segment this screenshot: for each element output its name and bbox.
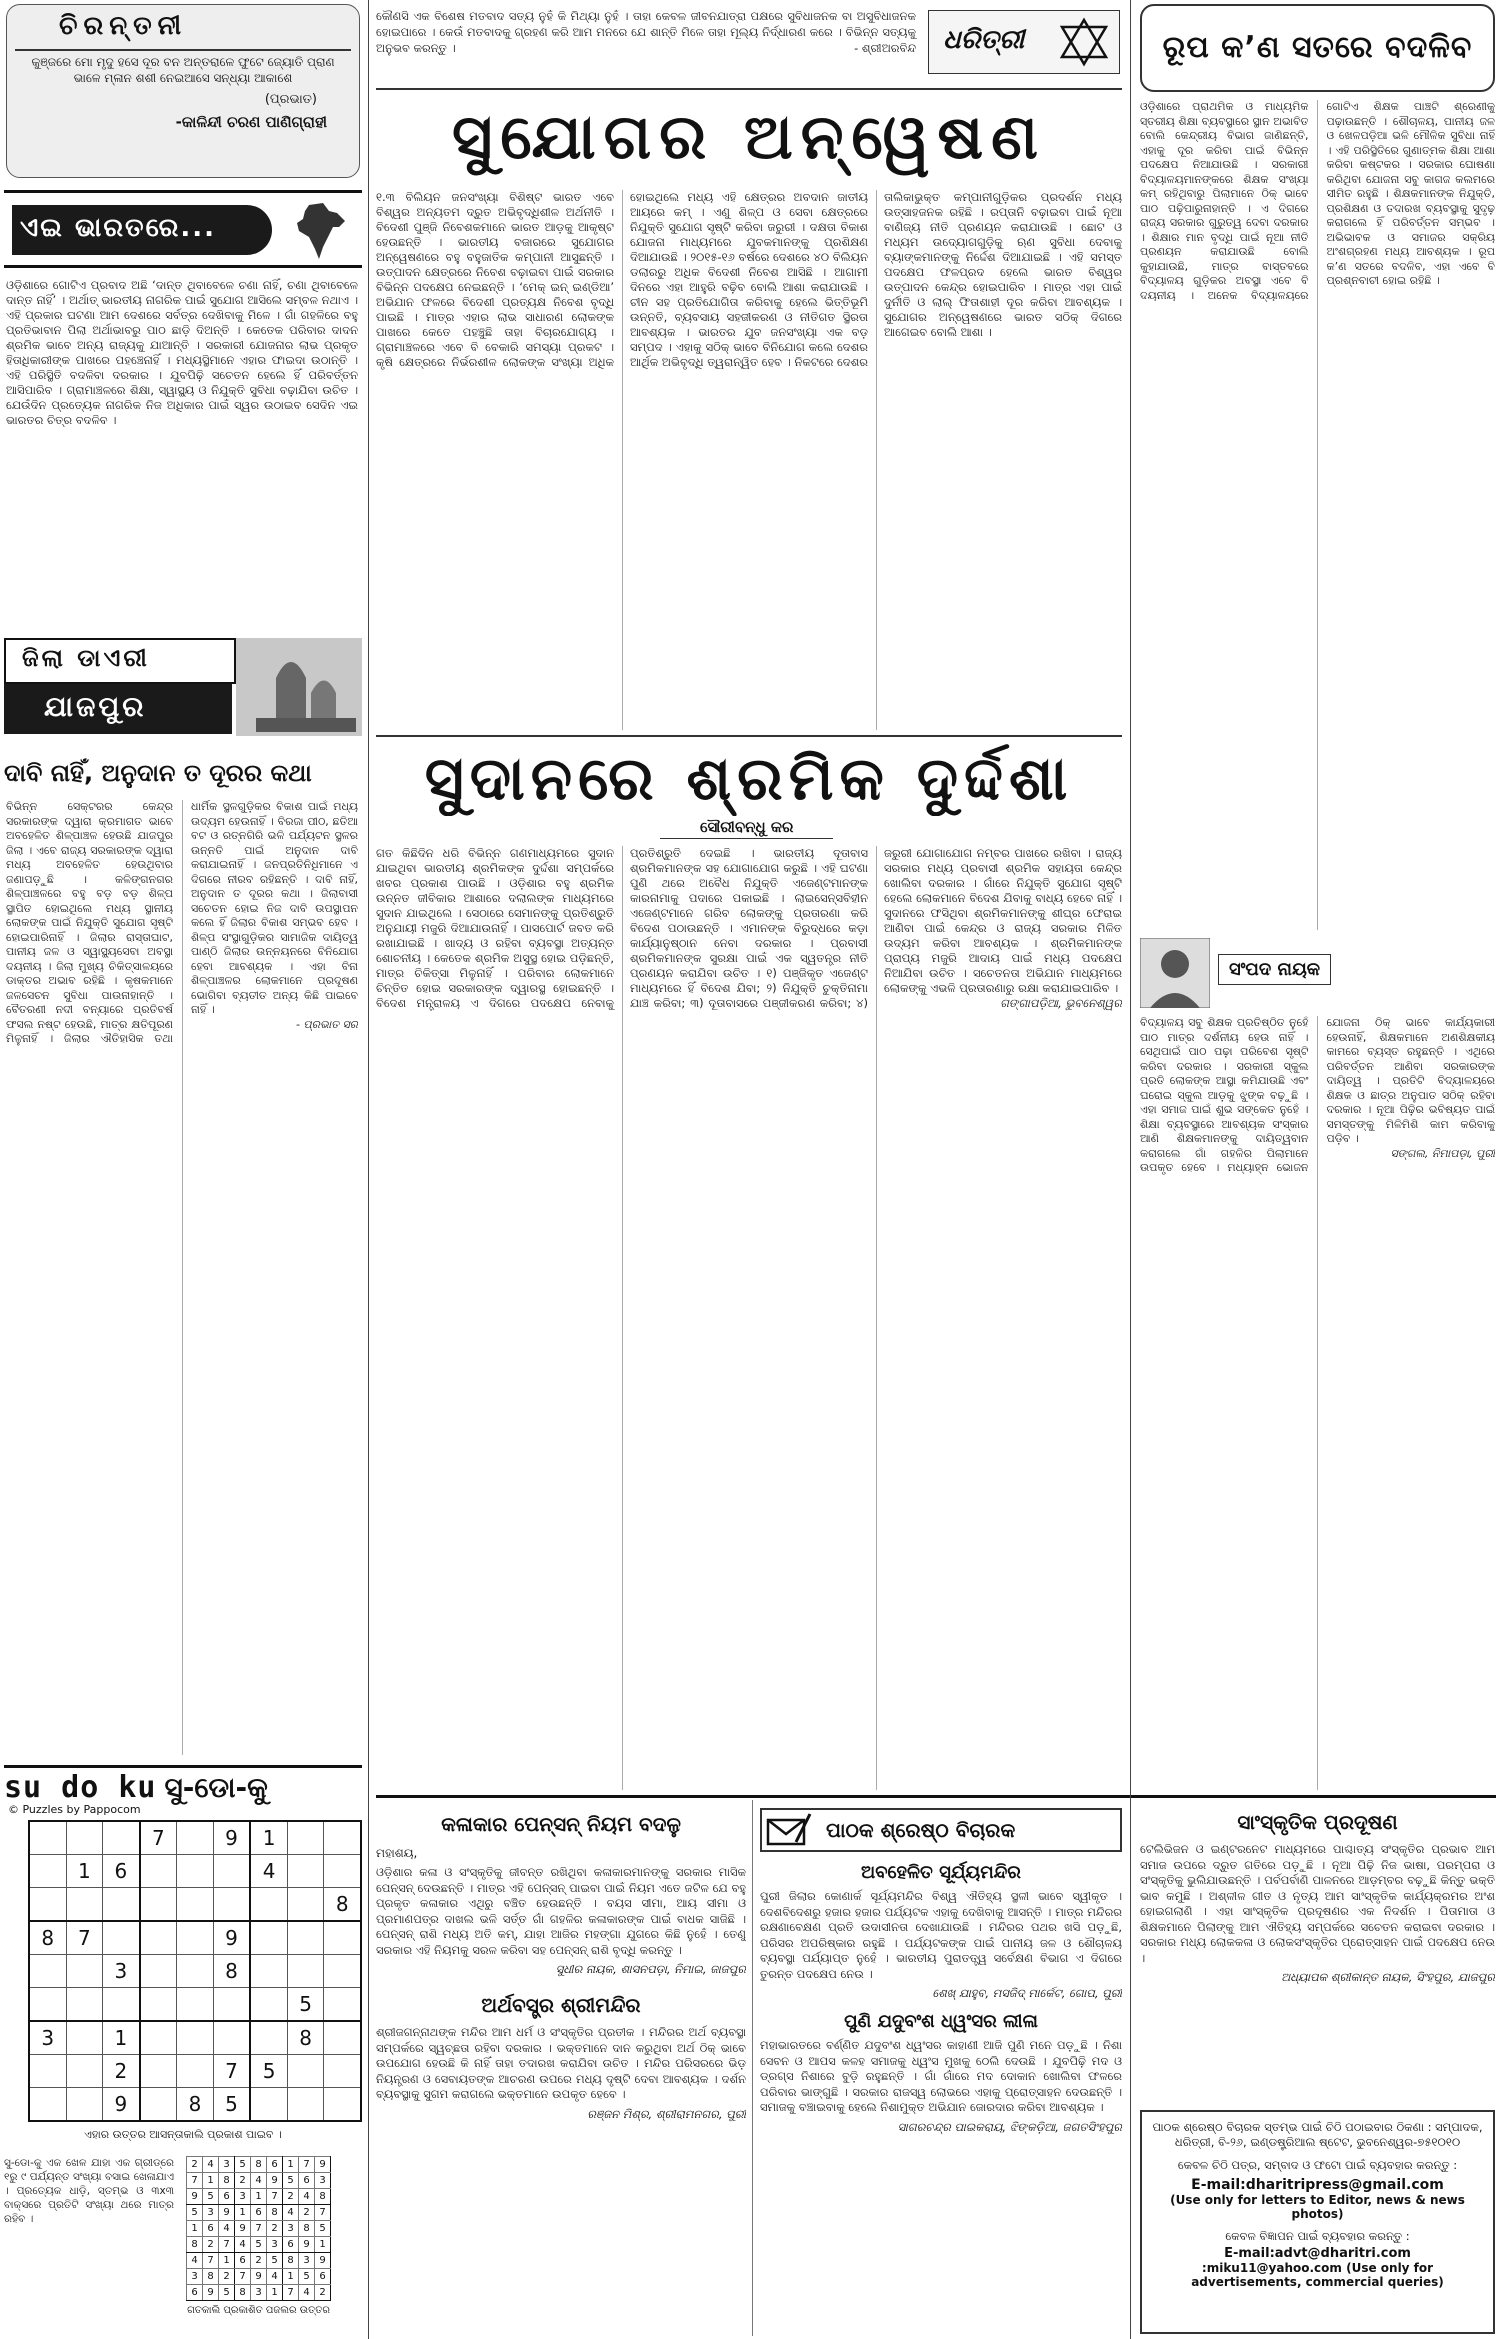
sudoku-cell[interactable] bbox=[324, 1921, 361, 1955]
jilla-byline: - ପ୍ରଭାତ ସର bbox=[295, 1017, 358, 1031]
sudoku-credit: © Puzzles by Pappocom bbox=[8, 1803, 141, 1816]
solution-cell: 6 bbox=[251, 2205, 267, 2221]
artha-byline: ରଞ୍ଜନ ମିଶ୍ର, ଶ୍ରୀରାମନଗର, ପୁରୀ bbox=[587, 2106, 746, 2121]
contact-email-note: (Use only for letters to Editor, news & news photos) bbox=[1170, 2193, 1465, 2221]
rupa-byline: ସଙ୍ଗଲ, ନିମାପଡ଼ା, ପୁରୀ bbox=[1390, 1146, 1495, 1160]
sudoku-cell[interactable] bbox=[324, 1821, 361, 1855]
sudoku-cell[interactable] bbox=[287, 1855, 324, 1888]
sudoku-cell[interactable]: 3 bbox=[29, 2021, 66, 2055]
quote-text-body: କୌଣସି ଏକ ବିଶେଷ ମତବାଦ ସତ୍ୟ ନୁହଁ କି ମିଥ୍ୟା ନୁହଁ । ତାହା କେବଳ ଜୀବନଯାତ୍ରା ପକ୍ଷରେ ସୁବିଧାଜନକ ବା ଅସୁବିଧାଜନକ ହୋଇପାରେ । କେଉଁ ମତବାଦକୁ ଗ୍ରହଣ କରି ଆମ ମନରେ ଯେ ଶାନ୍ତି ମିଳେ ତାହା ମୂଲ୍ୟ ନିର୍ଦ୍ଧାରଣ କରେ । ବିଭିନ୍ନ ସତ୍ୟକୁ ଅନୁଭବ କରନ୍ତୁ । bbox=[376, 9, 916, 55]
solution-cell: 5 bbox=[219, 2285, 235, 2301]
solution-cell: 3 bbox=[203, 2205, 219, 2221]
sudoku-solution-grid bbox=[186, 2156, 331, 2301]
sudoku-cell[interactable]: 8 bbox=[177, 2088, 214, 2122]
solution-cell: 4 bbox=[299, 2285, 315, 2301]
solution-cell: 8 bbox=[187, 2237, 203, 2253]
sudan-author: ସୌରୀବନ୍ଧୁ କର bbox=[660, 818, 833, 839]
contact-email[interactable]: E-mail:dharitripress@gmail.com bbox=[1191, 2177, 1444, 2193]
sudoku-cell[interactable] bbox=[250, 2088, 287, 2122]
sudoku-cell[interactable] bbox=[66, 2088, 103, 2122]
sudoku-cell[interactable] bbox=[177, 1821, 214, 1855]
solution-cell: 4 bbox=[203, 2157, 219, 2173]
solution-cell: 5 bbox=[283, 2173, 299, 2189]
sudoku-cell[interactable] bbox=[213, 1988, 250, 2022]
solution-cell: 7 bbox=[267, 2189, 283, 2205]
sudan-text: ଗତ କିଛିଦିନ ଧରି ବିଭିନ୍ନ ଗଣମାଧ୍ୟମରେ ସୁଦାନ ଯାଇଥିବା ଭାରତୀୟ ଶ୍ରମିକଙ୍କ ଦୁର୍ଦ୍ଦଶା ସମ୍ପର୍କରେ ଖବର ପ୍ରକାଶ ପାଉଛି । ଓଡ଼ିଶାର ବହୁ ଶ୍ରମିକ ଉନ୍ନତ ଜୀବିକାର ଆଶାରେ ଦଲାଲଙ୍କ ମାଧ୍ୟମରେ ସୁଦାନ ଯାଇଥିଲେ । ସେଠାରେ ସେମାନଙ୍କୁ ପ୍ରତିଶ୍ରୁତି ଅନୁଯାୟୀ ମଜୁରି ଦିଆଯାଉନାହିଁ । ପାସପୋର୍ଟ ଜବତ କରି ରଖାଯାଇଛି । ଖାଦ୍ୟ ଓ ରହିବା ବ୍ୟବସ୍ଥା ଅତ୍ୟନ୍ତ ଶୋଚନୀୟ । କେତେକ ଶ୍ରମିକ ଅସୁସ୍ଥ ହୋଇ ପଡ଼ିଛନ୍ତି, ମାତ୍ର ଚିକିତ୍ସା ମିଳୁନାହିଁ । ପରିବାର ଲୋକମାନେ ଚିନ୍ତିତ ହୋଇ ସରକାରଙ୍କ ଦ୍ୱାରସ୍ଥ ହୋଇଛନ୍ତି । ବିଦେଶ ମନ୍ତ୍ରାଳୟ ଏ ଦିଗରେ ପଦକ୍ଷେପ ନେବାକୁ ପ୍ରତିଶ୍ରୁତି ଦେଇଛି । ଭାରତୀୟ ଦୂତାବାସ ଶ୍ରମିକମାନଙ୍କ ସହ ଯୋଗାଯୋଗ କରୁଛି । ଏହି ଘଟଣା ପୁଣି ଥରେ ଅବୈଧ ନିଯୁକ୍ତି ଏଜେଣ୍ଟମାନଙ୍କ କାରନାମାକୁ ପଦାରେ ପକାଇଛି । ଲାଇସେନ୍ସବିହୀନ ଏଜେଣ୍ଟମାନେ ଗରିବ ଲୋକଙ୍କୁ ପ୍ରତାରଣା କରି ବିଦେଶ ପଠାଉଛନ୍ତି । ଏମାନଙ୍କ ବିରୁଦ୍ଧରେ କଡ଼ା କାର୍ଯ୍ୟାନୁଷ୍ଠାନ ନେବା ଦରକାର । ପ୍ରବାସୀ ଶ୍ରମିକମାନଙ୍କ ସୁରକ୍ଷା ପାଇଁ ଏକ ସ୍ୱତନ୍ତ୍ର ନୀତି ପ୍ରଣୟନ କରାଯିବା ଉଚିତ । ୧) ପଞ୍ଜିକୃତ ଏଜେଣ୍ଟ ମାଧ୍ୟମରେ ହିଁ ବିଦେଶ ଯିବା; ୨) ନିଯୁକ୍ତି ଚୁକ୍ତିନାମା ଯାଞ୍ଚ କରିବା; ୩) ଦୂତାବାସରେ ପଞ୍ଜୀକରଣ କରିବା; ୪) ଜରୁରୀ ଯୋଗାଯୋଗ ନମ୍ବର ପାଖରେ ରଖିବା । ରାଜ୍ୟ ସରକାର ମଧ୍ୟ ପ୍ରବାସୀ ଶ୍ରମିକ ସହାୟତା କେନ୍ଦ୍ର ଖୋଲିବା ଦରକାର । ଗାଁରେ ନିଯୁକ୍ତି ସୁଯୋଗ ସୃଷ୍ଟି ହେଲେ ଲୋକମାନେ ବିଦେଶ ଯିବାକୁ ବାଧ୍ୟ ହେବେ ନାହିଁ । ସୁଦାନରେ ଫସିଥିବା ଶ୍ରମିକମାନଙ୍କୁ ଶୀଘ୍ର ଫେରାଇ ଆଣିବା ପାଇଁ କେନ୍ଦ୍ର ଓ ରାଜ୍ୟ ସରକାର ମିଳିତ ଉଦ୍ୟମ କରିବା ଆବଶ୍ୟକ । ଶ୍ରମିକମାନଙ୍କ ପ୍ରାପ୍ୟ ମଜୁରି ଆଦାୟ ପାଇଁ ମଧ୍ୟ ପଦକ୍ଷେପ ନିଆଯିବା ଉଚିତ । ସଚେତନତା ଅଭିଯାନ ମାଧ୍ୟମରେ ଲୋକଙ୍କୁ ଏଭଳି ପ୍ରତାରଣାରୁ ରକ୍ଷା କରାଯାଇପାରିବ । bbox=[376, 846, 1122, 1010]
sudoku-cell[interactable] bbox=[29, 1855, 66, 1888]
solution-cell: 4 bbox=[283, 2205, 299, 2221]
solution-cell: 6 bbox=[267, 2157, 283, 2173]
solution-cell: 4 bbox=[267, 2269, 283, 2285]
sudoku-cell[interactable] bbox=[287, 1955, 324, 1988]
sudoku-cell[interactable] bbox=[140, 2055, 177, 2088]
sudoku-answer-note: ଏହାର ଉତ୍ତର ଆସନ୍ତାକାଲି ପ୍ରକାଶ ପାଇବ । bbox=[84, 2128, 282, 2141]
kalakar-letter bbox=[376, 1804, 746, 2336]
solution-cell: 6 bbox=[299, 2173, 315, 2189]
solution-cell: 1 bbox=[315, 2237, 331, 2253]
solution-cell: 9 bbox=[315, 2253, 331, 2269]
sudoku-cell[interactable]: 7 bbox=[213, 2055, 250, 2088]
artha-body: ଶ୍ରୀଜଗନ୍ନାଥଙ୍କ ମନ୍ଦିର ଆମ ଧର୍ମ ଓ ସଂସ୍କୃତିର ପ୍ରତୀକ । ମନ୍ଦିରର ଅର୍ଥ ବ୍ୟବସ୍ଥା ସମ୍ପର୍କରେ ସ୍ୱଚ୍ଛତା ରହିବା ଦରକାର । ଭକ୍ତମାନେ ଦାନ କରୁଥିବା ଅର୍ଥ ଠିକ୍ ଭାବେ ଉପଯୋଗ ହେଉଛି କି ନାହିଁ ତାହା ତଦାରଖ କରାଯିବା ଉଚିତ । ମନ୍ଦିର ପରିସରରେ ଭିଡ଼ ନିୟନ୍ତ୍ରଣ ଓ ସେବାୟତଙ୍କ ଆଚରଣ ଉପରେ ମଧ୍ୟ ଦୃଷ୍ଟି ଦେବା ଆବଶ୍ୟକ । ଦର୍ଶନ ବ୍ୟବସ୍ଥାକୁ ସୁଗମ କରାଗଲେ ଭକ୍ତମାନେ ଉପକୃତ ହେବେ । bbox=[376, 2025, 746, 2101]
solution-cell: 9 bbox=[219, 2205, 235, 2221]
sanskrutika-headline: ସାଂସ୍କୃତିକ ପ୍ରଦୂଷଣ bbox=[1237, 1810, 1398, 1834]
sudoku-cell[interactable]: 1 bbox=[66, 1855, 103, 1888]
solution-cell: 9 bbox=[187, 2189, 203, 2205]
chirantani-box bbox=[6, 4, 360, 178]
solution-cell: 5 bbox=[267, 2253, 283, 2269]
sudoku-cell[interactable]: 8 bbox=[287, 2021, 324, 2055]
author-photo-block bbox=[1140, 938, 1360, 1008]
sudoku-cell[interactable] bbox=[213, 2021, 250, 2055]
sudoku-cell[interactable] bbox=[177, 1855, 214, 1888]
sudoku-cell[interactable] bbox=[287, 2055, 324, 2088]
solution-cell: 2 bbox=[267, 2221, 283, 2237]
pathak-byline: ଶେଖ୍ ଯାହୁବ, ମସଜିଦ୍ ମାର୍କେଟ, ଗୋପ, ପୁରୀ bbox=[932, 1986, 1122, 2000]
sudoku-cell[interactable]: 9 bbox=[103, 2088, 140, 2122]
sudoku-cell[interactable] bbox=[177, 1921, 214, 1955]
solution-cell: 3 bbox=[283, 2221, 299, 2237]
kalakar-headline: କଳାକାର ପେନ୍‌ସନ୍ ନିୟମ ବଦଳୁ bbox=[441, 1812, 681, 1836]
sudoku-cell[interactable] bbox=[140, 1855, 177, 1888]
sudoku-cell[interactable] bbox=[140, 2088, 177, 2122]
contact-address: ପାଠକ ଶ୍ରେଷ୍ଠ ବିଚାରକ ସ୍ତମ୍ଭ ପାଇଁ ଚିଠି ପଠାଇବାର ଠିକଣା : ସମ୍ପାଦକ, ଧରିତ୍ରୀ, ବି-୨୬, ଇଣ୍ଡଷ୍ଟ୍ରିଆଲ ଷ୍ଟେଟ, ଭୁବନେଶ୍ୱର-୭୫୧୦୧୦ bbox=[1152, 2120, 1483, 2149]
contact-email-label: କେବଳ ଚିଠି ପତ୍ର, ସମ୍ବାଦ ଓ ଫଟୋ ପାଇଁ ବ୍ୟବହାର କରନ୍ତୁ : bbox=[1177, 2158, 1458, 2172]
sudoku-cell[interactable] bbox=[140, 1955, 177, 1988]
solution-cell: 1 bbox=[251, 2189, 267, 2205]
chirantani-label: (ପ୍ରଭାତ) bbox=[264, 92, 317, 107]
sudoku-cell[interactable]: 5 bbox=[250, 2055, 287, 2088]
pathak-section bbox=[760, 1804, 1122, 2336]
solution-cell: 1 bbox=[267, 2285, 283, 2301]
pathak-headline-2: ପୁଣି ଯଦୁବଂଶ ଧ୍ୱଂସର ଲୀଳା bbox=[844, 2011, 1038, 2032]
sudoku-cell[interactable]: 7 bbox=[140, 1821, 177, 1855]
pathak-banner: ପାଠକ ଶ୍ରେଷ୍ଠ ବିଚାରକ bbox=[826, 1818, 1016, 1842]
solution-cell: 8 bbox=[235, 2285, 251, 2301]
sudoku-cell[interactable]: 5 bbox=[287, 1988, 324, 2022]
solution-cell: 9 bbox=[267, 2173, 283, 2189]
solution-cell: 7 bbox=[219, 2237, 235, 2253]
solution-cell: 4 bbox=[235, 2237, 251, 2253]
solution-cell: 1 bbox=[235, 2205, 251, 2221]
jilla-diary-banner bbox=[4, 638, 362, 738]
sudoku-cell[interactable] bbox=[250, 2021, 287, 2055]
sudoku-cell[interactable] bbox=[324, 2088, 361, 2122]
solution-cell: 7 bbox=[251, 2221, 267, 2237]
solution-cell: 2 bbox=[235, 2173, 251, 2189]
sudoku-cell[interactable] bbox=[324, 2021, 361, 2055]
solution-cell: 9 bbox=[203, 2285, 219, 2301]
sudoku-cell[interactable] bbox=[29, 1955, 66, 1988]
solution-cell: 7 bbox=[187, 2173, 203, 2189]
sudoku-cell[interactable]: 5 bbox=[213, 2088, 250, 2122]
sudoku-cell[interactable] bbox=[29, 1988, 66, 2022]
sudoku-prev-note: ଗତକାଲି ପ୍ରକାଶିତ ପଜଲର ଉତ୍ତର bbox=[187, 2305, 330, 2316]
sudoku-cell[interactable]: 8 bbox=[213, 1955, 250, 1988]
solution-cell: 8 bbox=[315, 2189, 331, 2205]
sudoku-cell[interactable] bbox=[213, 1888, 250, 1922]
sudoku-cell[interactable] bbox=[66, 1821, 103, 1855]
sanskrutika-body: ଟେଲିଭିଜନ ଓ ଇଣ୍ଟରନେଟ ମାଧ୍ୟମରେ ପାଶ୍ଚାତ୍ୟ ସଂସ୍କୃତିର ପ୍ରଭାବ ଆମ ସମାଜ ଉପରେ ଦ୍ରୁତ ଗତିରେ ପଡ଼ୁଛି । ନୂଆ ପିଢ଼ି ନିଜ ଭାଷା, ପରମ୍ପରା ଓ ସଂସ୍କୃତିକୁ ଭୁଲିଯାଉଛନ୍ତି । ପର୍ବପର୍ବାଣି ପାଳନରେ ଆଡ଼ମ୍ବର ବଢ଼ୁଛି କିନ୍ତୁ ଭକ୍ତି ଭାବ କମୁଛି । ଅଶ୍ଳୀଳ ଗୀତ ଓ ନୃତ୍ୟ ଆମ ସାଂସ୍କୃତିକ କାର୍ଯ୍ୟକ୍ରମର ଅଂଶ ହୋଇଗଲାଣି । ଏହା ସାଂସ୍କୃତିକ ପ୍ରଦୂଷଣର ଏକ ନିଦର୍ଶନ । ପିତାମାତା ଓ ଶିକ୍ଷକମାନେ ପିଲାଙ୍କୁ ଆମ ଐତିହ୍ୟ ସମ୍ପର୍କରେ ସଚେତନ କରାଇବା ଦରକାର । ସରକାର ମଧ୍ୟ ଲୋକକଳା ଓ ଲୋକସଂସ୍କୃତିର ପ୍ରୋତ୍ସାହନ ପାଇଁ ପଦକ୍ଷେପ ନେଉ । bbox=[1140, 1842, 1495, 1965]
sudoku-cell[interactable] bbox=[177, 1988, 214, 2022]
solution-cell: 1 bbox=[283, 2269, 299, 2285]
contact-ad-email-2[interactable]: :miku11@yahoo.com (Use only for advertisements, commercial queries) bbox=[1191, 2261, 1444, 2289]
sudoku-cell[interactable] bbox=[103, 1921, 140, 1955]
solution-cell: 2 bbox=[299, 2205, 315, 2221]
solution-cell: 7 bbox=[299, 2157, 315, 2173]
sudoku-cell[interactable] bbox=[66, 1888, 103, 1922]
ei-bharat-text: ଓଡ଼ିଶାରେ ଗୋଟିଏ ପ୍ରବାଦ ଅଛି ‘ଦାନ୍ତ ଥିବାବେଳେ ଚଣା ନାହିଁ, ଚଣା ଥିବାବେଳେ ଦାନ୍ତ ନାହିଁ’ । ଅର୍ଥାତ୍ ଭାରତୀୟ ନାଗରିକ ପାଇଁ ସୁଯୋଗ ଆସିଲେ ସମ୍ବଳ ନଥାଏ । ଏହି ପ୍ରକାର ଘଟଣା ଆମ ଦେଶରେ ସର୍ବତ୍ର ଦେଖିବାକୁ ମିଳେ । ଗାଁ ଗହଳିରେ ବହୁ ପ୍ରତିଭାବାନ ପିଲା ଅର୍ଥାଭାବରୁ ପାଠ ଛାଡ଼ି ଦିଅନ୍ତି । କେତେକ ପରିବାର ଦାଦନ ଶ୍ରମିକ ଭାବେ ଅନ୍ୟ ରାଜ୍ୟକୁ ଯାଆନ୍ତି । ସରକାରୀ ଯୋଜନାର ଲାଭ ପ୍ରକୃତ ହିତାଧିକାରୀଙ୍କ ପାଖରେ ପହଞ୍ଚେନାହିଁ । ମଧ୍ୟସ୍ଥିମାନେ ଏହାର ଫାଇଦା ଉଠାନ୍ତି । ଏହି ପରିସ୍ଥିତି ବଦଳିବା ଦରକାର । ଯୁବପିଢ଼ି ସଚେତନ ହେଲେ ହିଁ ପରିବର୍ତ୍ତନ ଆସିପାରିବ । ଗ୍ରାମାଞ୍ଚଳରେ ଶିକ୍ଷା, ସ୍ୱାସ୍ଥ୍ୟ ଓ ନିଯୁକ୍ତି ସୁବିଧା ବଢ଼ାଯିବା ଉଚିତ । ଯେଉଁଦିନ ପ୍ରତ୍ୟେକ ନାଗରିକ ନିଜ ଅଧିକାର ପାଇଁ ସ୍ୱର ଉଠାଇବ ସେଦିନ ଏଇ ଭାରତର ଚିତ୍ର ବଦଳିବ । bbox=[6, 278, 358, 427]
sudan-body bbox=[376, 846, 1122, 1790]
solution-cell: 2 bbox=[219, 2269, 235, 2285]
solution-cell: 3 bbox=[315, 2173, 331, 2189]
sudoku-cell[interactable] bbox=[287, 1821, 324, 1855]
sudoku-cell[interactable]: 8 bbox=[324, 1888, 361, 1922]
star-emblem-icon bbox=[1059, 17, 1109, 67]
solution-cell: 3 bbox=[299, 2253, 315, 2269]
sudoku-rules: ସୁ-ଡୋ-କୁ ଏକ ଖେଳ ଯାହା ଏକ ଗ୍ରୀଡ୍‌ରେ ୧ରୁ ୯ ପର୍ଯ୍ୟନ୍ତ ସଂଖ୍ୟା ବସାଇ ଖେଳାଯାଏ । ପ୍ରତ୍ୟେକ ଧାଡ଼ି, ସ୍ତମ୍ଭ ଓ ୩x୩ ବାକ୍ସରେ ପ୍ରତିଟି ସଂଖ୍ୟା ଥରେ ମାତ୍ର ରହିବ । bbox=[4, 2157, 174, 2225]
solution-cell: 5 bbox=[235, 2157, 251, 2173]
artha-headline: ଅର୍ଥବସ୍ତ୍ର ଶ୍ରୀମନ୍ଦିର bbox=[481, 1993, 641, 2017]
sujoga-body bbox=[376, 190, 1122, 730]
sudoku-cell[interactable] bbox=[324, 1955, 361, 1988]
solution-cell: 1 bbox=[203, 2173, 219, 2189]
solution-cell: 4 bbox=[219, 2221, 235, 2237]
sudoku-cell[interactable]: 1 bbox=[250, 1821, 287, 1855]
sudoku-cell[interactable] bbox=[250, 1921, 287, 1955]
sudoku-cell[interactable] bbox=[250, 1988, 287, 2022]
solution-cell: 5 bbox=[315, 2221, 331, 2237]
sudoku-cell[interactable] bbox=[29, 2088, 66, 2122]
rupa-headline: ରୂପ କ’ଣ ସତରେ ବଦଳିବ bbox=[1162, 30, 1473, 65]
solution-cell: 2 bbox=[283, 2189, 299, 2205]
pathak-headline: ଅବହେଳିତ ସୂର୍ଯ୍ୟମନ୍ଦିର bbox=[861, 1862, 1021, 1883]
solution-cell: 7 bbox=[235, 2269, 251, 2285]
sudoku-cell[interactable] bbox=[287, 1888, 324, 1922]
solution-cell: 6 bbox=[219, 2189, 235, 2205]
author-photo bbox=[1140, 938, 1210, 1008]
solution-cell: 6 bbox=[283, 2237, 299, 2253]
sudoku-cell[interactable]: 1 bbox=[103, 2021, 140, 2055]
sudoku-cell[interactable] bbox=[213, 1855, 250, 1888]
kalakar-salutation: ମହାଶୟ, bbox=[376, 1846, 418, 1860]
kalakar-byline: ସୁଧୀର ନାୟକ, ଶାସନପଡ଼ା, ନିମାଇ, ଜାଜପୁର bbox=[555, 1962, 746, 1976]
sudoku-cell[interactable] bbox=[66, 2021, 103, 2055]
ei-bharat-body bbox=[6, 278, 358, 628]
sudoku-cell[interactable]: 6 bbox=[103, 1855, 140, 1888]
sudoku-cell[interactable]: 9 bbox=[213, 1921, 250, 1955]
solution-cell: 2 bbox=[251, 2253, 267, 2269]
rupa-author: ସଂପଦ ନାୟକ bbox=[1218, 954, 1331, 985]
solution-cell: 2 bbox=[203, 2237, 219, 2253]
sudoku-cell[interactable] bbox=[177, 1955, 214, 1988]
sudoku-cell[interactable] bbox=[140, 2021, 177, 2055]
solution-cell: 2 bbox=[187, 2157, 203, 2173]
quote-text bbox=[376, 8, 916, 56]
chirantani-poem: କୁଞ୍ଜରେ ମୋ ମୃଦୁ ହସେ ଦୂର ବନ ଅନ୍ତରାଳେ ଫୁଟେ ଜ୍ୟୋତି ପ୍ରାଣ ଭାଳେ ମ୍ଳାନ ଶଶୀ ନେଇଆସେ ସନ୍ଧ୍ୟା ଆକାଶେ bbox=[31, 55, 335, 85]
envelope-pen-icon bbox=[766, 1812, 812, 1848]
solution-cell: 3 bbox=[251, 2285, 267, 2301]
contact-box bbox=[1140, 2110, 1495, 2334]
solution-cell: 8 bbox=[219, 2173, 235, 2189]
solution-cell: 9 bbox=[251, 2269, 267, 2285]
solution-cell: 2 bbox=[315, 2285, 331, 2301]
jilla-district: ଯାଜପୁର bbox=[44, 690, 147, 723]
solution-cell: 5 bbox=[251, 2237, 267, 2253]
solution-cell: 8 bbox=[283, 2253, 299, 2269]
sudoku-brand-odia: ସୁ-ଡୋ-କୁ bbox=[164, 1770, 268, 1804]
ei-bharat-banner bbox=[4, 190, 362, 268]
solution-cell: 7 bbox=[283, 2285, 299, 2301]
sudoku-cell[interactable]: 4 bbox=[250, 1855, 287, 1888]
solution-cell: 4 bbox=[251, 2173, 267, 2189]
rupa-body bbox=[1140, 100, 1495, 930]
solution-cell: 3 bbox=[267, 2237, 283, 2253]
solution-cell: 1 bbox=[187, 2221, 203, 2237]
sudoku-cell[interactable]: 7 bbox=[66, 1921, 103, 1955]
solution-cell: 5 bbox=[187, 2205, 203, 2221]
contact-ad-email[interactable]: E-mail:advt@dharitri.com bbox=[1224, 2246, 1411, 2261]
quote-attribution: - ଶ୍ରୀଅରବିନ୍ଦ bbox=[854, 41, 916, 55]
ei-bharat-heading: ଏଇ ଭାରତରେ... bbox=[20, 213, 216, 243]
sudoku-cell[interactable] bbox=[324, 2055, 361, 2088]
rupa-text-2: ବିଦ୍ୟାଳୟ ସବୁ ଶିକ୍ଷକ ପ୍ରତିଷ୍ଠିତ ନୁହେଁ ପାଠ ମାତ୍ର ଦର୍ଶନୀୟ ହେଉ ନାହିଁ । ସେଥିପାଇଁ ପାଠ ପଢ଼ା ପରିବେଶ ସୃଷ୍ଟି କରିବା ଦରକାର । ସରକାରୀ ସ୍କୁଲ ପ୍ରତି ଲୋକଙ୍କ ଆସ୍ଥା କମିଯାଉଛି ଏବଂ ଘରୋଇ ସ୍କୁଲ ଆଡ଼କୁ ଝୁଙ୍କ ବଢ଼ୁଛି । ଏହା ସମାଜ ପାଇଁ ଶୁଭ ସଙ୍କେତ ନୁହେଁ । ଶିକ୍ଷା ବ୍ୟବସ୍ଥାରେ ଆବଶ୍ୟକ ସଂସ୍କାର ଆଣି ଶିକ୍ଷକମାନଙ୍କୁ ଦାୟିତ୍ୱବାନ କରାଗଲେ ଗାଁ ଗହଳିର ପିଲାମାନେ ଉପକୃତ ହେବେ । ମଧ୍ୟାହ୍ନ ଭୋଜନ ଯୋଜନା ଠିକ୍ ଭାବେ କାର୍ଯ୍ୟକାରୀ ହେଉନାହିଁ, ଶିକ୍ଷକମାନେ ଅଣଶିକ୍ଷକୀୟ କାମରେ ବ୍ୟସ୍ତ ରହୁଛନ୍ତି । ଏଥିରେ ପରିବର୍ତ୍ତନ ଆଣିବା ସରକାରଙ୍କ ଦାୟିତ୍ୱ । ପ୍ରତିଟି ବିଦ୍ୟାଳୟରେ ଶିକ୍ଷକ ଓ ଛାତ୍ର ଅନୁପାତ ସଠିକ୍ ରହିବା ଦରକାର । ନୂଆ ପିଢ଼ିର ଭବିଷ୍ୟତ ପାଇଁ ସମସ୍ତଙ୍କୁ ମିଳିମିଶି କାମ କରିବାକୁ ପଡ଼ିବ । bbox=[1140, 1016, 1495, 1174]
solution-cell: 8 bbox=[299, 2221, 315, 2237]
sudoku-cell[interactable] bbox=[29, 1821, 66, 1855]
pathak-body: ପୁରୀ ଜିଲାର କୋଣାର୍କ ସୂର୍ଯ୍ୟମନ୍ଦିର ବିଶ୍ୱ ଐତିହ୍ୟ ସ୍ଥଳୀ ଭାବେ ସ୍ୱୀକୃତ । ଦେଶବିଦେଶରୁ ହଜାର ହଜାର ପର୍ଯ୍ୟଟକ ଏହାକୁ ଦେଖିବାକୁ ଆସନ୍ତି । ମାତ୍ର ମନ୍ଦିରର ରକ୍ଷଣାବେକ୍ଷଣ ପ୍ରତି ଉଦାସୀନତା ଦେଖାଯାଉଛି । ମନ୍ଦିରର ପଥର ଖସି ପଡ଼ୁଛି, ପରିସର ଅପରିଷ୍କାର ରହୁଛି । ପର୍ଯ୍ୟଟକଙ୍କ ପାଇଁ ପାନୀୟ ଜଳ ଓ ଶୌଚାଳୟ ବ୍ୟବସ୍ଥା ପର୍ଯ୍ୟାପ୍ତ ନୁହେଁ । ଭାରତୀୟ ପୁରାତତ୍ତ୍ୱ ସର୍ବେକ୍ଷଣ ବିଭାଗ ଏ ଦିଗରେ ତୁରନ୍ତ ପଦକ୍ଷେପ ନେଉ । bbox=[760, 1889, 1122, 1981]
solution-cell: 9 bbox=[315, 2157, 331, 2173]
solution-cell: 5 bbox=[203, 2189, 219, 2205]
solution-cell: 3 bbox=[219, 2157, 235, 2173]
sujoga-headline: ସୁଯୋଗର ଅନ୍ୱେଷଣ bbox=[451, 100, 1047, 173]
sudoku-cell[interactable] bbox=[103, 1821, 140, 1855]
sujoga-text: ୧.୩ ବିଲିୟନ ଜନସଂଖ୍ୟା ବିଶିଷ୍ଟ ଭାରତ ଏବେ ବିଶ୍ୱର ଅନ୍ୟତମ ଦ୍ରୁତ ଅଭିବୃଦ୍ଧିଶୀଳ ଅର୍ଥନୀତି । ବିଦେଶୀ ପୁଞ୍ଜି ନିବେଶକମାନେ ଭାରତ ଆଡ଼କୁ ଆକୃଷ୍ଟ ହେଉଛନ୍ତି । ଭାରତୀୟ ବଜାରରେ ସୁଯୋଗର ଅନ୍ୱେଷଣରେ ବହୁ ବହୁଜାତିକ କମ୍ପାନୀ ଆସୁଛନ୍ତି । ଉତ୍ପାଦନ କ୍ଷେତ୍ରରେ ନିବେଶ ବଢ଼ାଇବା ପାଇଁ ସରକାର ବିଭିନ୍ନ ପଦକ୍ଷେପ ନେଇଛନ୍ତି । ‘ମେକ୍ ଇନ୍ ଇଣ୍ଡିଆ’ ଅଭିଯାନ ଫଳରେ ବିଦେଶୀ ପ୍ରତ୍ୟକ୍ଷ ନିବେଶ ବୃଦ୍ଧି ପାଇଛି । ମାତ୍ର ଏହାର ଲାଭ ସାଧାରଣ ଲୋକଙ୍କ ପାଖରେ କେତେ ପହଞ୍ଚୁଛି ତାହା ବିଚାରଯୋଗ୍ୟ । ଗ୍ରାମାଞ୍ଚଳରେ ଏବେ ବି ବେକାରି ସମସ୍ୟା ପ୍ରକଟ । କୃଷି କ୍ଷେତ୍ରରେ ନିର୍ଭରଶୀଳ ଲୋକଙ୍କ ସଂଖ୍ୟା ଅଧିକ ହୋଇଥିଲେ ମଧ୍ୟ ଏହି କ୍ଷେତ୍ରର ଅବଦାନ ଜାତୀୟ ଆୟରେ କମ୍ । ଏଣୁ ଶିଳ୍ପ ଓ ସେବା କ୍ଷେତ୍ରରେ ନିଯୁକ୍ତି ସୁଯୋଗ ସୃଷ୍ଟି କରିବା ଜରୁରୀ । ଦକ୍ଷତା ବିକାଶ ଯୋଜନା ମାଧ୍ୟମରେ ଯୁବକମାନଙ୍କୁ ପ୍ରଶିକ୍ଷଣ ଦିଆଯାଉଛି । ୨୦୧୫-୧୬ ବର୍ଷରେ ଦେଶରେ ୪୦ ବିଲିୟନ ଡଲାରରୁ ଅଧିକ ବିଦେଶୀ ନିବେଶ ଆସିଛି । ଆଗାମୀ ଦିନରେ ଏହା ଆହୁରି ବଢ଼ିବ ବୋଲି ଆଶା କରାଯାଉଛି । ଚୀନ ସହ ପ୍ରତିଯୋଗିତା କରିବାକୁ ହେଲେ ଭିତ୍ତିଭୂମି ଉନ୍ନତି, ବ୍ୟବସାୟ ସହଜୀକରଣ ଓ ନୀତିଗତ ସ୍ଥିରତା ଆବଶ୍ୟକ । ଭାରତର ଯୁବ ଜନସଂଖ୍ୟା ଏକ ବଡ଼ ସମ୍ପଦ । ଏହାକୁ ସଠିକ୍ ଭାବେ ବିନିଯୋଗ କଲେ ଦେଶର ଆର୍ଥିକ ଅଭିବୃଦ୍ଧି ତ୍ୱରାନ୍ୱିତ ହେବ । ନିକଟରେ ଦେଶର ତାଲିକାଭୁକ୍ତ କମ୍ପାନୀଗୁଡ଼ିକର ପ୍ରଦର୍ଶନ ମଧ୍ୟ ଉତ୍ସାହଜନକ ରହିଛି । ରପ୍ତାନି ବଢ଼ାଇବା ପାଇଁ ନୂଆ ବାଣିଜ୍ୟ ନୀତି ପ୍ରଣୟନ କରାଯାଉଛି । ଛୋଟ ଓ ମଧ୍ୟମ ଉଦ୍ୟୋଗଗୁଡ଼ିକୁ ଋଣ ସୁବିଧା ଦେବାକୁ ବ୍ୟାଙ୍କମାନଙ୍କୁ ନିର୍ଦ୍ଦେଶ ଦିଆଯାଇଛି । ଏହି ସମସ୍ତ ପଦକ୍ଷେପ ଫଳପ୍ରଦ ହେଲେ ଭାରତ ବିଶ୍ୱର ଉତ୍ପାଦନ କେନ୍ଦ୍ର ହୋଇପାରିବ । ମାତ୍ର ଏହା ପାଇଁ ଦୁର୍ନୀତି ଓ ଲାଲ୍ ଫିତାଶାହୀ ଦୂର କରିବା ଆବଶ୍ୟକ । ସୁଯୋଗର ଅନ୍ୱେଷଣରେ ଭାରତ ସଠିକ୍ ଦିଗରେ ଆଗେଇବ ବୋଲି ଆଶା । bbox=[376, 190, 1122, 369]
jilla-headline: ଦାବି ନାହିଁ, ଅନୁଦାନ ତ ଦୂରର କଥା bbox=[4, 759, 312, 787]
india-map-icon bbox=[289, 201, 353, 263]
sudoku-brand: su do ku bbox=[4, 1770, 157, 1805]
sudoku-cell[interactable] bbox=[177, 2021, 214, 2055]
sudoku-cell[interactable] bbox=[140, 1988, 177, 2022]
solution-cell: 7 bbox=[315, 2205, 331, 2221]
jilla-text: ବିଭିନ୍ନ ସେକ୍ଟରର କେନ୍ଦ୍ର ସରକାରଙ୍କ ଦ୍ୱାରା କ୍ରମାଗତ ଭାବେ ଅବହେଳିତ ଶିଳ୍ପାଞ୍ଚଳ ହେଉଛି ଯାଜପୁର ଜିଲା । ଏବେ ରାଜ୍ୟ ସରକାରଙ୍କ ଦ୍ୱାରା ମଧ୍ୟ ଅବହେଳିତ ହେଉଥିବାର ଜଣାପଡ଼ୁଛି । କଳିଙ୍ଗନଗର ଶିଳ୍ପାଞ୍ଚଳରେ ବହୁ ବଡ଼ ବଡ଼ ଶିଳ୍ପ ସ୍ଥାପିତ ହୋଇଥିଲେ ମଧ୍ୟ ସ୍ଥାନୀୟ ଲୋକଙ୍କ ପାଇଁ ନିଯୁକ୍ତି ସୁଯୋଗ ସୃଷ୍ଟି ହୋଇପାରିନାହିଁ । ଜିଲାର ରାସ୍ତାଘାଟ, ପାନୀୟ ଜଳ ଓ ସ୍ୱାସ୍ଥ୍ୟସେବା ଅବସ୍ଥା ଦୟନୀୟ । ଜିଲା ମୁଖ୍ୟ ଚିକିତ୍ସାଳୟରେ ଡାକ୍ତର ଅଭାବ ରହିଛି । କୃଷକମାନେ ଜଳସେଚନ ସୁବିଧା ପାଉନାହାନ୍ତି । ବୈତରଣୀ ନଦୀ ବନ୍ୟାରେ ପ୍ରତିବର୍ଷ ଫସଲ ନଷ୍ଟ ହେଉଛି, ମାତ୍ର କ୍ଷତିପୂରଣ ମିଳୁନାହିଁ । ଜିଲାର ଐତିହାସିକ ତଥା ଧାର୍ମିକ ସ୍ଥଳଗୁଡ଼ିକର ବିକାଶ ପାଇଁ ମଧ୍ୟ ଉଦ୍ୟମ ହେଉନାହିଁ । ବିରଜା ପୀଠ, ଛତିଆ ବଟ ଓ ରତ୍ନଗିରି ଭଳି ପର୍ଯ୍ୟଟନ ସ୍ଥଳର ଉନ୍ନତି ପାଇଁ ଅନୁଦାନ ଦାବି କରାଯାଇନାହିଁ । ଜନପ୍ରତିନିଧିମାନେ ଏ ଦିଗରେ ନୀରବ ରହିଛନ୍ତି । ଦାବି ନାହିଁ, ଅନୁଦାନ ତ ଦୂରର କଥା । ଜିଲାବାସୀ ସଚେତନ ହୋଇ ନିଜ ଦାବି ଉପସ୍ଥାପନ କଲେ ହିଁ ଜିଲାର ବିକାଶ ସମ୍ଭବ ହେବ । ଶିଳ୍ପ ସଂସ୍ଥାଗୁଡ଼ିକର ସାମାଜିକ ଦାୟିତ୍ୱ ପାଣ୍ଠି ଜିଲାର ଉନ୍ନୟନରେ ବିନିଯୋଗ ହେବା ଆବଶ୍ୟକ । ଏହା ବିନା ଶିଳ୍ପାଞ୍ଚଳର ଲୋକମାନେ ପ୍ରଦୂଷଣ ଭୋଗିବା ବ୍ୟତୀତ ଅନ୍ୟ କିଛି ପାଇବେ ନାହିଁ । bbox=[6, 800, 358, 1045]
solution-cell: 9 bbox=[235, 2221, 251, 2237]
sudoku-cell[interactable] bbox=[324, 1855, 361, 1888]
chirantani-title: ଚିରନ୍ତନୀ bbox=[59, 11, 188, 41]
jilla-label: ଜିଲା ଡାଏରୀ bbox=[22, 644, 150, 672]
sudoku-cell[interactable] bbox=[66, 1988, 103, 2022]
kalakar-body: ଓଡ଼ିଶାର କଳା ଓ ସଂସ୍କୃତିକୁ ଜୀବନ୍ତ ରଖିଥିବା କଳାକାରମାନଙ୍କୁ ସରକାର ମାସିକ ପେନ୍‌ସନ୍ ଦେଉଛନ୍ତି । ମାତ୍ର ଏହି ପେନ୍‌ସନ୍ ପାଇବା ପାଇଁ ନିୟମ ଏତେ ଜଟିଳ ଯେ ବହୁ ପ୍ରକୃତ କଳାକାର ଏଥିରୁ ବଞ୍ଚିତ ହେଉଛନ୍ତି । ବୟସ ସୀମା, ଆୟ ସୀମା ଓ ପ୍ରମାଣପତ୍ର ଦାଖଲ ଭଳି ସର୍ତ୍ତ ଗାଁ ଗହଳିର କଳାକାରଙ୍କ ପାଇଁ ବାଧକ ସାଜିଛି । ପେନ୍‌ସନ୍ ରାଶି ମଧ୍ୟ ଅତି କମ୍, ଯାହା ଆଜିର ମହଙ୍ଗା ଯୁଗରେ କିଛି ନୁହେଁ । ତେଣୁ ସରକାର ଏହି ନିୟମକୁ ସରଳ କରିବା ସହ ପେନ୍‌ସନ୍ ରାଶି ବୃଦ୍ଧି କରନ୍ତୁ । bbox=[376, 1865, 746, 1957]
solution-cell: 5 bbox=[299, 2269, 315, 2285]
quote-box bbox=[376, 4, 1122, 90]
sudoku-cell[interactable] bbox=[140, 1921, 177, 1955]
sudoku-cell[interactable] bbox=[66, 2055, 103, 2088]
jilla-body bbox=[6, 800, 358, 1755]
sudan-headline: ସୁଦାନରେ ଶ୍ରମିକ ଦୁର୍ଦ୍ଦଶା bbox=[424, 744, 1074, 814]
solution-cell: 6 bbox=[315, 2269, 331, 2285]
sudoku-cell[interactable] bbox=[29, 1888, 66, 1922]
solution-cell: 7 bbox=[203, 2253, 219, 2269]
sudoku-cell[interactable]: 3 bbox=[103, 1955, 140, 1988]
solution-cell: 1 bbox=[283, 2157, 299, 2173]
chirantani-author: -କାଳିନ୍ଦୀ ଚରଣ ପାଣିଗ୍ରାହୀ bbox=[175, 113, 327, 131]
solution-cell: 1 bbox=[219, 2253, 235, 2269]
sudoku-cell[interactable] bbox=[66, 1955, 103, 1988]
sudoku-cell[interactable] bbox=[103, 1988, 140, 2022]
solution-cell: 4 bbox=[299, 2189, 315, 2205]
sudoku-cell[interactable] bbox=[103, 1888, 140, 1922]
solution-cell: 8 bbox=[267, 2205, 283, 2221]
rupa-headline-box bbox=[1140, 4, 1495, 92]
sudoku-cell[interactable] bbox=[29, 2055, 66, 2088]
solution-cell: 8 bbox=[203, 2269, 219, 2285]
sudan-byline: ଗଙ୍ଗାପଡ଼ିଆ, ଭୁବନେଶ୍ୱର bbox=[1000, 996, 1122, 1010]
masthead-brand: ଧରିତ୍ରୀ bbox=[943, 25, 1025, 55]
sudoku-cell[interactable] bbox=[324, 1988, 361, 2022]
sanskrutika-section bbox=[1140, 1804, 1495, 2104]
solution-cell: 3 bbox=[235, 2189, 251, 2205]
sudoku-cell[interactable] bbox=[250, 1955, 287, 1988]
sudoku-grid[interactable] bbox=[28, 1820, 362, 2122]
sudoku-section bbox=[4, 1770, 362, 2336]
sudoku-cell[interactable]: 8 bbox=[29, 1921, 66, 1955]
masthead-logo bbox=[928, 10, 1120, 74]
solution-cell: 9 bbox=[299, 2237, 315, 2253]
pathak-byline-2: ସାଗରଚନ୍ଦ୍ର ପାଇକରାୟ, ଝିଙ୍କଡ଼ିଆ, ଜଗତସିଂହପୁର bbox=[897, 2119, 1122, 2134]
rupa-text: ଓଡ଼ିଶାରେ ପ୍ରାଥମିକ ଓ ମାଧ୍ୟମିକ ସ୍ତରୀୟ ଶିକ୍ଷା ବ୍ୟବସ୍ଥାରେ ସ୍ଥାନ ଅଭାବିତ ବୋଲି କେନ୍ଦ୍ରୀୟ ବିଭାଗ ଜାଣିଛନ୍ତି, ଏହାକୁ ଦୂର କରିବା ପାଇଁ ବିଭିନ୍ନ ପଦକ୍ଷେପ ନିଆଯାଉଛି । ସରକାରୀ ବିଦ୍ୟାଳୟମାନଙ୍କରେ ଶିକ୍ଷକ ସଂଖ୍ୟା କମ୍ ରହିଥିବାରୁ ପିଲାମାନେ ଠିକ୍ ଭାବେ ପାଠ ପଢ଼ିପାରୁନାହାନ୍ତି । ଏ ଦିଗରେ ରାଜ୍ୟ ସରକାର ଗୁରୁତ୍ୱ ଦେବା ଦରକାର । ଶିକ୍ଷାର ମାନ ବୃଦ୍ଧି ପାଇଁ ନୂଆ ନୀତି ପ୍ରଣୟନ କରାଯାଉଛି ବୋଲି କୁହାଯାଉଛି, ମାତ୍ର ବାସ୍ତବରେ ବିଦ୍ୟାଳୟ ଗୁଡ଼ିକର ଅବସ୍ଥା ଏବେ ବି ଦୟନୀୟ । ଅନେକ ବିଦ୍ୟାଳୟରେ ଗୋଟିଏ ଶିକ୍ଷକ ପାଞ୍ଚଟି ଶ୍ରେଣୀକୁ ପଢ଼ାଉଛନ୍ତି । ଶୌଚାଳୟ, ପାନୀୟ ଜଳ ଓ ଖେଳପଡ଼ିଆ ଭଳି ମୌଳିକ ସୁବିଧା ନାହିଁ । ଏହି ପରିସ୍ଥିତିରେ ଗୁଣାତ୍ମକ ଶିକ୍ଷା ଆଶା କରିବା କଷ୍ଟକର । ସରକାର ଘୋଷଣା କରିଥିବା ଯୋଜନା ସବୁ କାଗଜ କଲମରେ ସୀମିତ ରହୁଛି । ଶିକ୍ଷକମାନଙ୍କ ନିଯୁକ୍ତି, ପ୍ରଶିକ୍ଷଣ ଓ ତଦାରଖ ବ୍ୟବସ୍ଥାକୁ ସୁଦୃଢ଼ କରାଗଲେ ହିଁ ପରିବର୍ତ୍ତନ ସମ୍ଭବ । ଅଭିଭାବକ ଓ ସମାଜର ସକ୍ରିୟ ଅଂଶଗ୍ରହଣ ମଧ୍ୟ ଆବଶ୍ୟକ । ରୂପ କ’ଣ ସତରେ ବଦଳିବ, ଏହା ଏବେ ବି ପ୍ରଶ୍ନବାଚୀ ହୋଇ ରହିଛି । bbox=[1140, 100, 1495, 302]
sudoku-cell[interactable] bbox=[140, 1888, 177, 1922]
solution-cell: 4 bbox=[187, 2253, 203, 2269]
temple-photo-icon bbox=[236, 638, 362, 736]
solution-cell: 3 bbox=[187, 2269, 203, 2285]
sudoku-cell[interactable]: 9 bbox=[213, 1821, 250, 1855]
pathak-body-2: ମହାଭାରତରେ ବର୍ଣ୍ଣିତ ଯଦୁବଂଶ ଧ୍ୱଂସର କାହାଣୀ ଆଜି ପୁଣି ମନେ ପଡ଼ୁଛି । ନିଶା ସେବନ ଓ ଆପସ କଳହ ସମାଜକୁ ଧ୍ୱଂସ ମୁଖକୁ ଠେଲି ଦେଉଛି । ଯୁବପିଢ଼ି ମଦ ଓ ଡ୍ରଗ୍ସ ନିଶାରେ ବୁଡ଼ି ରହୁଛନ୍ତି । ଗାଁ ଗାଁରେ ମଦ ଦୋକାନ ଖୋଲିବା ଫଳରେ ପରିବାର ଭାଙ୍ଗୁଛି । ସରକାର ରାଜସ୍ୱ ଲୋଭରେ ଏହାକୁ ପ୍ରୋତ୍ସାହନ ଦେଉଛନ୍ତି । ସମାଜକୁ ବଞ୍ଚାଇବାକୁ ହେଲେ ନିଶାମୁକ୍ତ ଅଭିଯାନ ଜୋରଦାର କରିବା ଆବଶ୍ୟକ । bbox=[760, 2038, 1122, 2114]
solution-cell: 8 bbox=[251, 2157, 267, 2173]
sudoku-cell[interactable] bbox=[287, 1921, 324, 1955]
solution-cell: 6 bbox=[203, 2221, 219, 2237]
contact-ad-label: କେବଳ ବିଜ୍ଞାପନ ପାଇଁ ବ୍ୟବହାର କରନ୍ତୁ : bbox=[1225, 2229, 1410, 2243]
sanskrutika-byline: ଅଧ୍ୟାପକ ଶ୍ରୀକାନ୍ତ ନାୟକ, ସିଂହପୁର, ଯାଜପୁର bbox=[1281, 1970, 1495, 1984]
sudoku-cell[interactable]: 2 bbox=[103, 2055, 140, 2088]
sudoku-cell[interactable] bbox=[177, 1888, 214, 1922]
sudoku-cell[interactable] bbox=[287, 2088, 324, 2122]
solution-cell: 6 bbox=[187, 2285, 203, 2301]
sudoku-cell[interactable] bbox=[177, 2055, 214, 2088]
sudoku-cell[interactable] bbox=[250, 1888, 287, 1922]
solution-cell: 6 bbox=[235, 2253, 251, 2269]
rupa-body-2 bbox=[1140, 1016, 1495, 1790]
